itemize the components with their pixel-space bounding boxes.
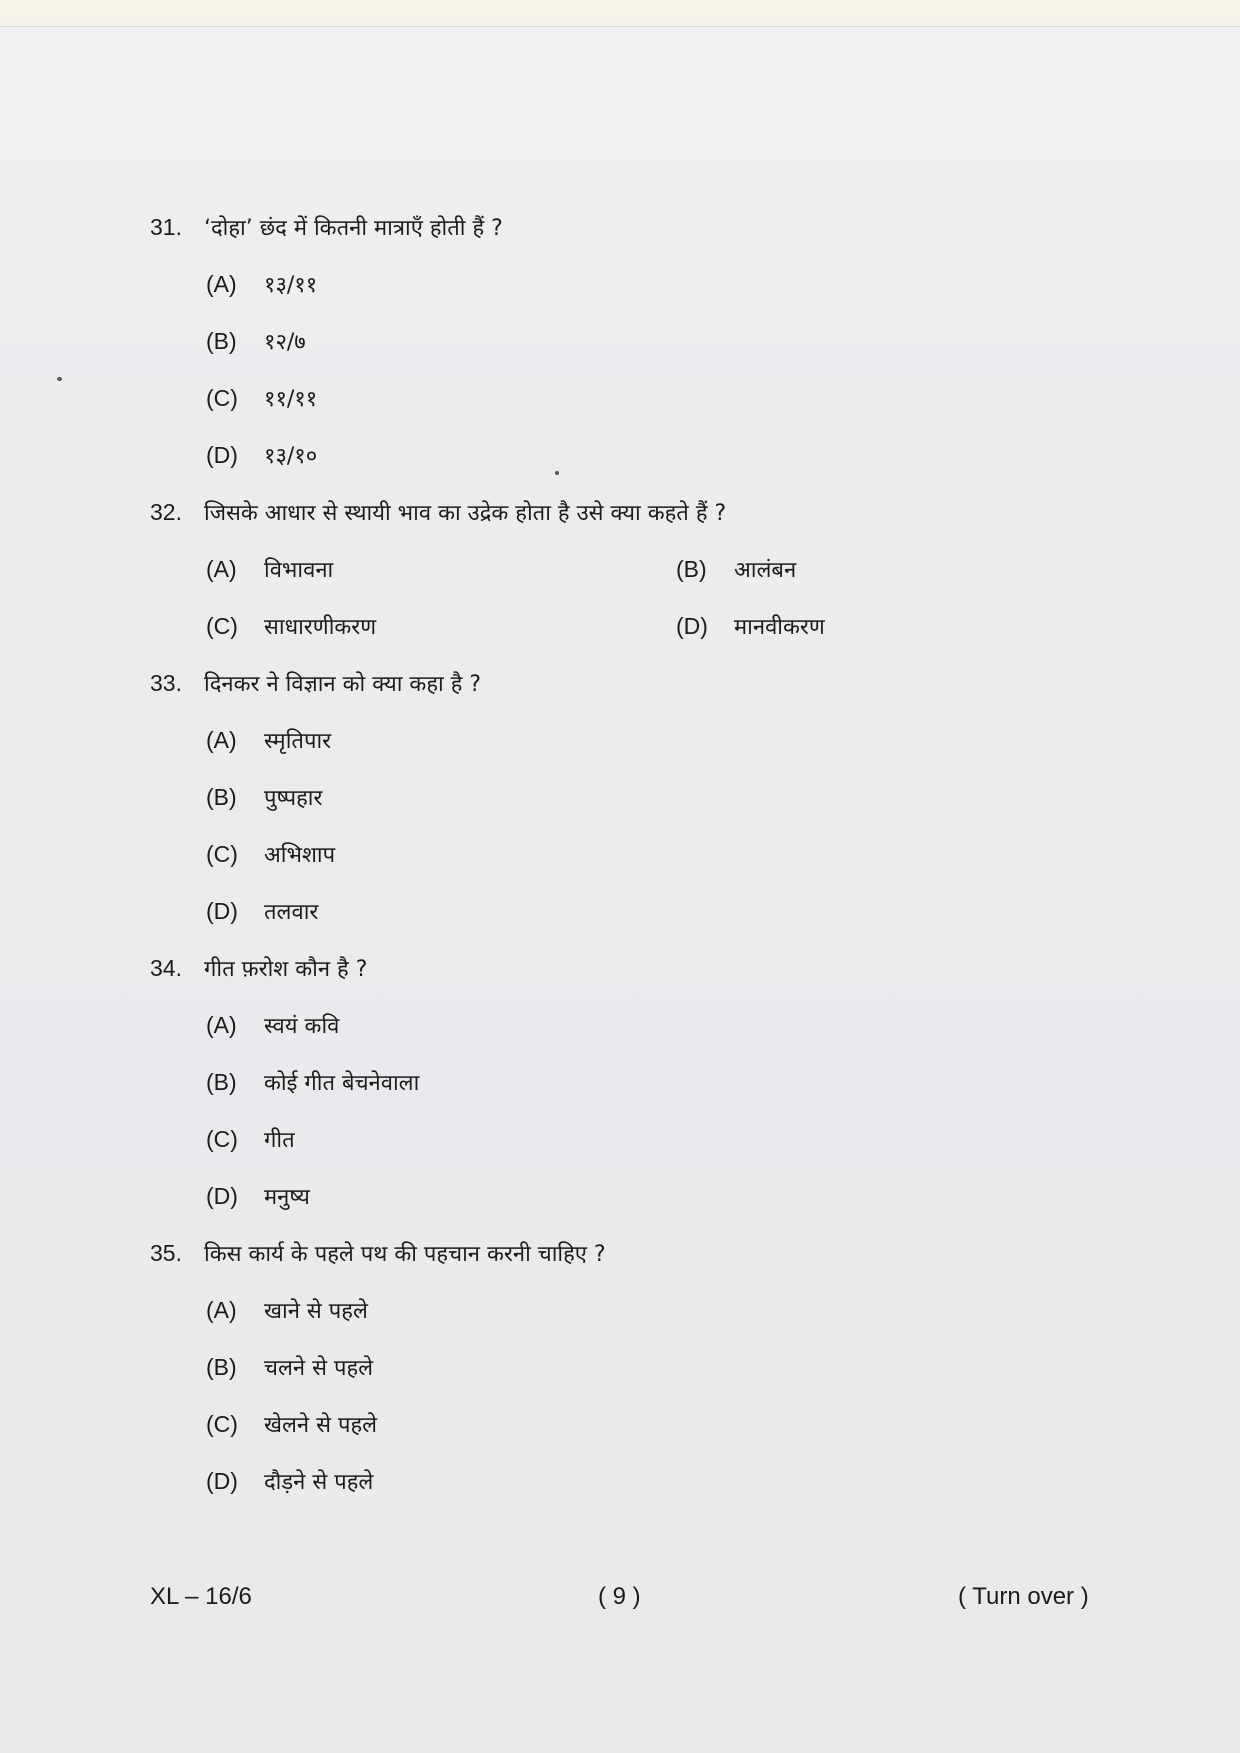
option-text: साधारणीकरण bbox=[264, 615, 377, 640]
option-list bbox=[150, 269, 1150, 497]
option-label: (A) bbox=[206, 556, 237, 582]
question-text: दिनकर ने विज्ञान को क्या कहा है ? bbox=[204, 672, 482, 697]
question-number: 31. bbox=[150, 214, 182, 240]
question-number: 35. bbox=[150, 1240, 182, 1266]
option-label: (B) bbox=[206, 1069, 237, 1095]
question-stem bbox=[150, 212, 1150, 269]
option-label: (B) bbox=[206, 784, 237, 810]
option-label: (C) bbox=[206, 1411, 238, 1437]
option-label: (B) bbox=[206, 1354, 237, 1380]
option-grid bbox=[150, 554, 1150, 668]
option-text: स्मृतिपार bbox=[264, 729, 332, 754]
option-d bbox=[206, 896, 1150, 953]
option-a bbox=[206, 269, 1150, 326]
scan-speck bbox=[57, 377, 62, 381]
option-label: (A) bbox=[206, 271, 237, 297]
option-text: आलंबन bbox=[734, 558, 797, 583]
option-c bbox=[206, 1124, 1150, 1181]
option-text: विभावना bbox=[264, 558, 334, 583]
option-c bbox=[206, 611, 676, 668]
option-text: १३/१० bbox=[264, 444, 318, 469]
option-text: मनुष्य bbox=[264, 1185, 310, 1210]
option-a bbox=[206, 554, 676, 611]
option-text: कोई गीत बेचनेवाला bbox=[264, 1071, 420, 1096]
question-33 bbox=[150, 668, 1150, 953]
option-c bbox=[206, 839, 1150, 896]
option-list bbox=[150, 1295, 1150, 1523]
question-list bbox=[150, 212, 1150, 1523]
option-text: मानवीकरण bbox=[734, 615, 825, 640]
option-text: खाने से पहले bbox=[264, 1299, 368, 1324]
page-number: ( 9 ) bbox=[598, 1583, 641, 1610]
option-d bbox=[206, 1181, 1150, 1238]
option-label: (C) bbox=[206, 613, 238, 639]
option-label: (B) bbox=[676, 556, 707, 582]
question-stem bbox=[150, 497, 1150, 554]
question-34 bbox=[150, 953, 1150, 1238]
option-d bbox=[676, 611, 976, 668]
option-b bbox=[206, 1352, 1150, 1409]
option-text: पुष्पहार bbox=[264, 786, 323, 811]
question-text: किस कार्य के पहले पथ की पहचान करनी चाहिए ? bbox=[204, 1242, 606, 1267]
option-label: (D) bbox=[206, 1183, 238, 1209]
option-label: (C) bbox=[206, 385, 238, 411]
option-d bbox=[206, 1466, 1150, 1523]
option-c bbox=[206, 383, 1150, 440]
option-b bbox=[206, 782, 1150, 839]
option-list bbox=[150, 1010, 1150, 1238]
option-text: खेलने से पहले bbox=[264, 1413, 378, 1438]
paper-top-edge bbox=[0, 0, 1240, 27]
page-footer bbox=[150, 1583, 1100, 1623]
option-b bbox=[206, 1067, 1150, 1124]
option-d bbox=[206, 440, 1150, 497]
option-label: (D) bbox=[206, 442, 238, 468]
option-label: (A) bbox=[206, 727, 237, 753]
option-label: (C) bbox=[206, 841, 238, 867]
option-a bbox=[206, 725, 1150, 782]
question-stem bbox=[150, 953, 1150, 1010]
option-text: दौड़ने से पहले bbox=[264, 1470, 374, 1495]
option-label: (D) bbox=[206, 1468, 238, 1494]
option-list bbox=[150, 725, 1150, 953]
option-text: चलने से पहले bbox=[264, 1356, 374, 1381]
question-32 bbox=[150, 497, 1150, 668]
option-label: (C) bbox=[206, 1126, 238, 1152]
question-stem bbox=[150, 668, 1150, 725]
question-31 bbox=[150, 212, 1150, 497]
turn-over-note: ( Turn over ) bbox=[958, 1583, 1089, 1610]
option-b bbox=[206, 326, 1150, 383]
option-text: स्वयं कवि bbox=[264, 1014, 340, 1039]
question-number: 34. bbox=[150, 955, 182, 981]
question-35 bbox=[150, 1238, 1150, 1523]
option-label: (B) bbox=[206, 328, 237, 354]
paper-code: XL – 16/6 bbox=[150, 1583, 252, 1610]
option-label: (A) bbox=[206, 1297, 237, 1323]
question-number: 33. bbox=[150, 670, 182, 696]
option-text: गीत bbox=[264, 1128, 295, 1153]
question-text: जिसके आधार से स्थायी भाव का उद्रेक होता है उसे क्या कहते हैं ? bbox=[204, 501, 727, 526]
option-label: (A) bbox=[206, 1012, 237, 1038]
option-b bbox=[676, 554, 976, 611]
question-stem bbox=[150, 1238, 1150, 1295]
option-a bbox=[206, 1295, 1150, 1352]
question-text: ‘दोहा’ छंद में कितनी मात्राएँ होती हैं ? bbox=[204, 216, 503, 241]
option-text: १२/७ bbox=[264, 330, 306, 355]
option-text: १३/११ bbox=[264, 273, 318, 298]
option-label: (D) bbox=[676, 613, 708, 639]
option-label: (D) bbox=[206, 898, 238, 924]
question-number: 32. bbox=[150, 499, 182, 525]
option-text: अभिशाप bbox=[264, 843, 336, 868]
option-text: तलवार bbox=[264, 900, 319, 925]
option-a bbox=[206, 1010, 1150, 1067]
option-text: ११/११ bbox=[264, 387, 318, 412]
question-text: गीत फ़रोश कौन है ? bbox=[204, 957, 368, 982]
option-c bbox=[206, 1409, 1150, 1466]
